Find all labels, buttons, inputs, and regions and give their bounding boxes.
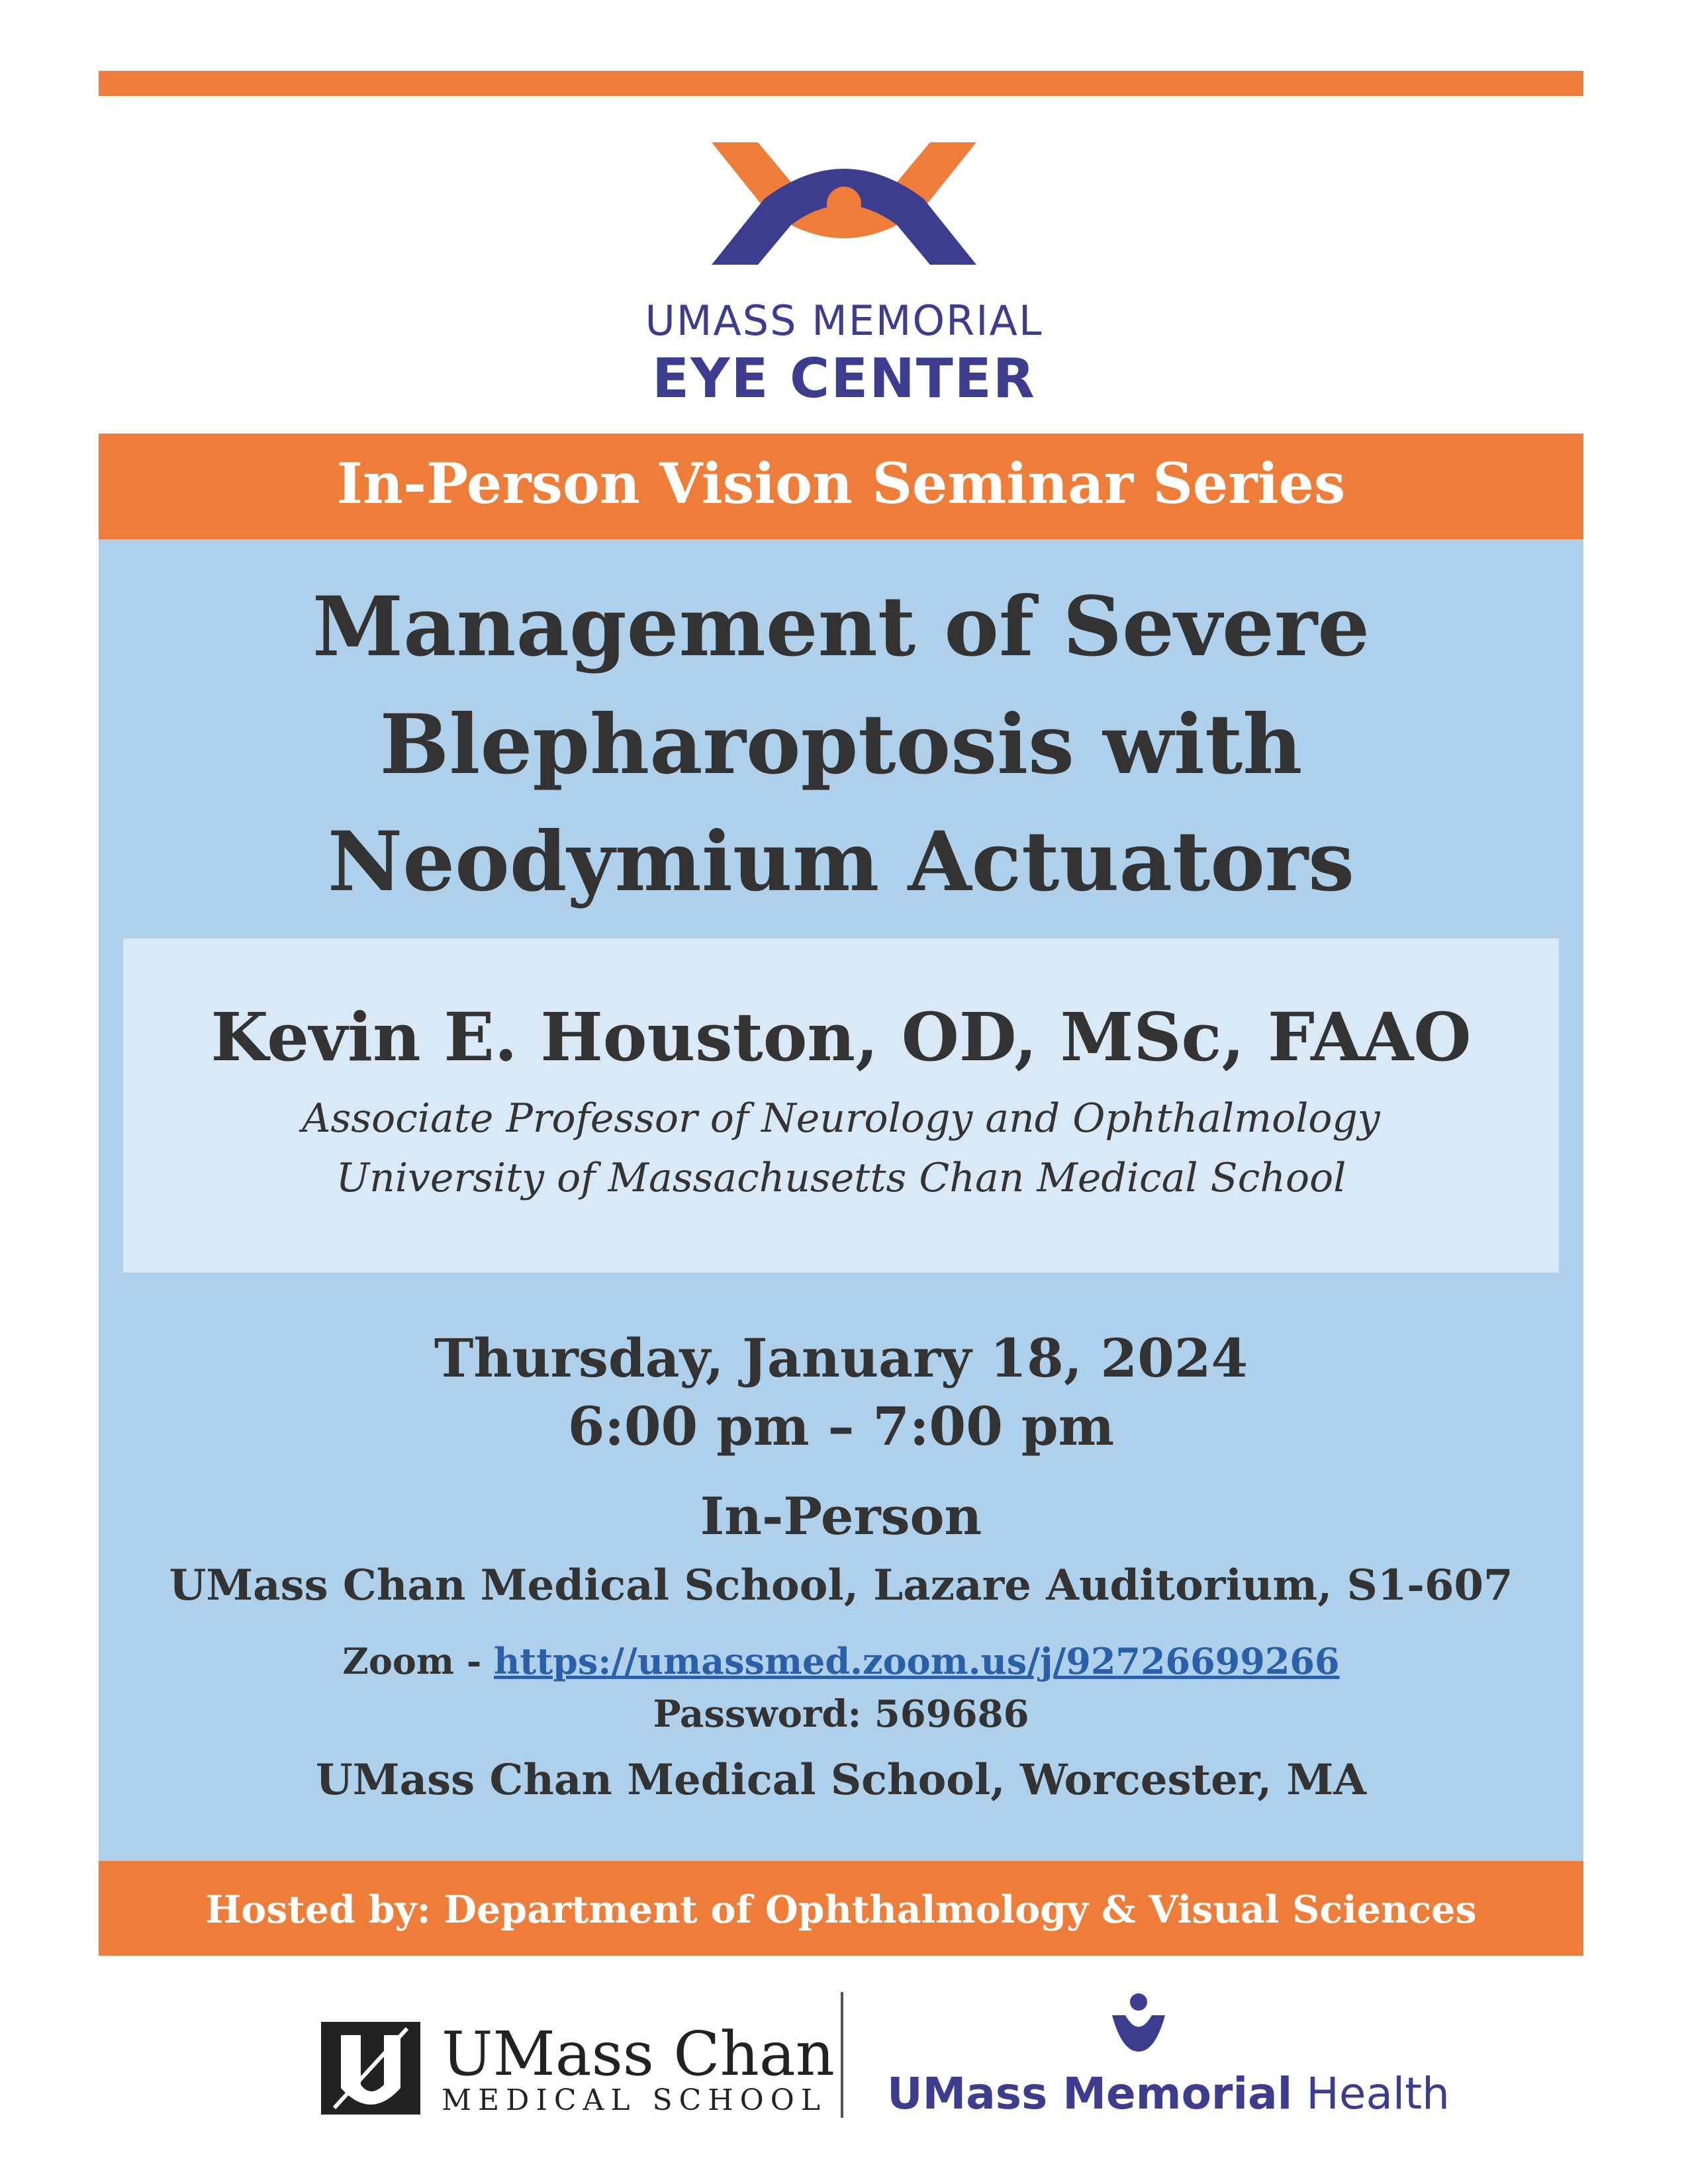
zoom-password: Password: 569686 (653, 1692, 1029, 1736)
umass-chan-name: UMass Chan (442, 2019, 835, 2089)
event-time: 6:00 pm – 7:00 pm (567, 1395, 1115, 1457)
eye-logo-icon (705, 136, 983, 271)
umass-memorial-health-name (887, 2068, 1450, 2119)
talk-title-line-2: Blepharoptosis with (379, 697, 1303, 793)
talk-title-line-1: Management of Severe (312, 579, 1370, 675)
umass-memorial-person-icon (1109, 1992, 1168, 2052)
logo-divider (841, 1992, 843, 2118)
event-date: Thursday, January 18, 2024 (434, 1327, 1248, 1389)
brand-line-2: EYE CENTER (652, 347, 1036, 410)
zoom-line (99, 1640, 1583, 1682)
umass-chan-subtitle: MEDICAL SCHOOL (442, 2083, 827, 2117)
speaker-institution: University of Massachusetts Chan Medical School (336, 1155, 1346, 1201)
event-location: UMass Chan Medical School, Worcester, MA (315, 1755, 1367, 1805)
zoom-link[interactable]: https://umassmed.zoom.us/j/92726699266 (494, 1640, 1340, 1682)
zoom-label: Zoom - (342, 1640, 494, 1682)
speaker-name: Kevin E. Houston, OD, MSc, FAAO (211, 998, 1472, 1076)
event-mode: In-Person (700, 1486, 982, 1547)
brand-line-1: UMASS MEMORIAL (645, 296, 1043, 345)
hosted-by: Hosted by: Department of Ophthalmology & Visual Sciences (205, 1888, 1477, 1932)
umass-chan-u-logo-icon (321, 2022, 420, 2115)
umass-memorial-bold: UMass Memorial (887, 2068, 1293, 2119)
speaker-position: Associate Professor of Neurology and Ophthalmology (302, 1095, 1380, 1142)
talk-title-line-3: Neodymium Actuators (327, 814, 1355, 910)
series-title: In-Person Vision Seminar Series (336, 451, 1346, 516)
event-venue: UMass Chan Medical School, Lazare Auditorium, S1-607 (169, 1561, 1513, 1610)
top-orange-rule (99, 71, 1583, 96)
umass-memorial-health: Health (1292, 2068, 1450, 2119)
